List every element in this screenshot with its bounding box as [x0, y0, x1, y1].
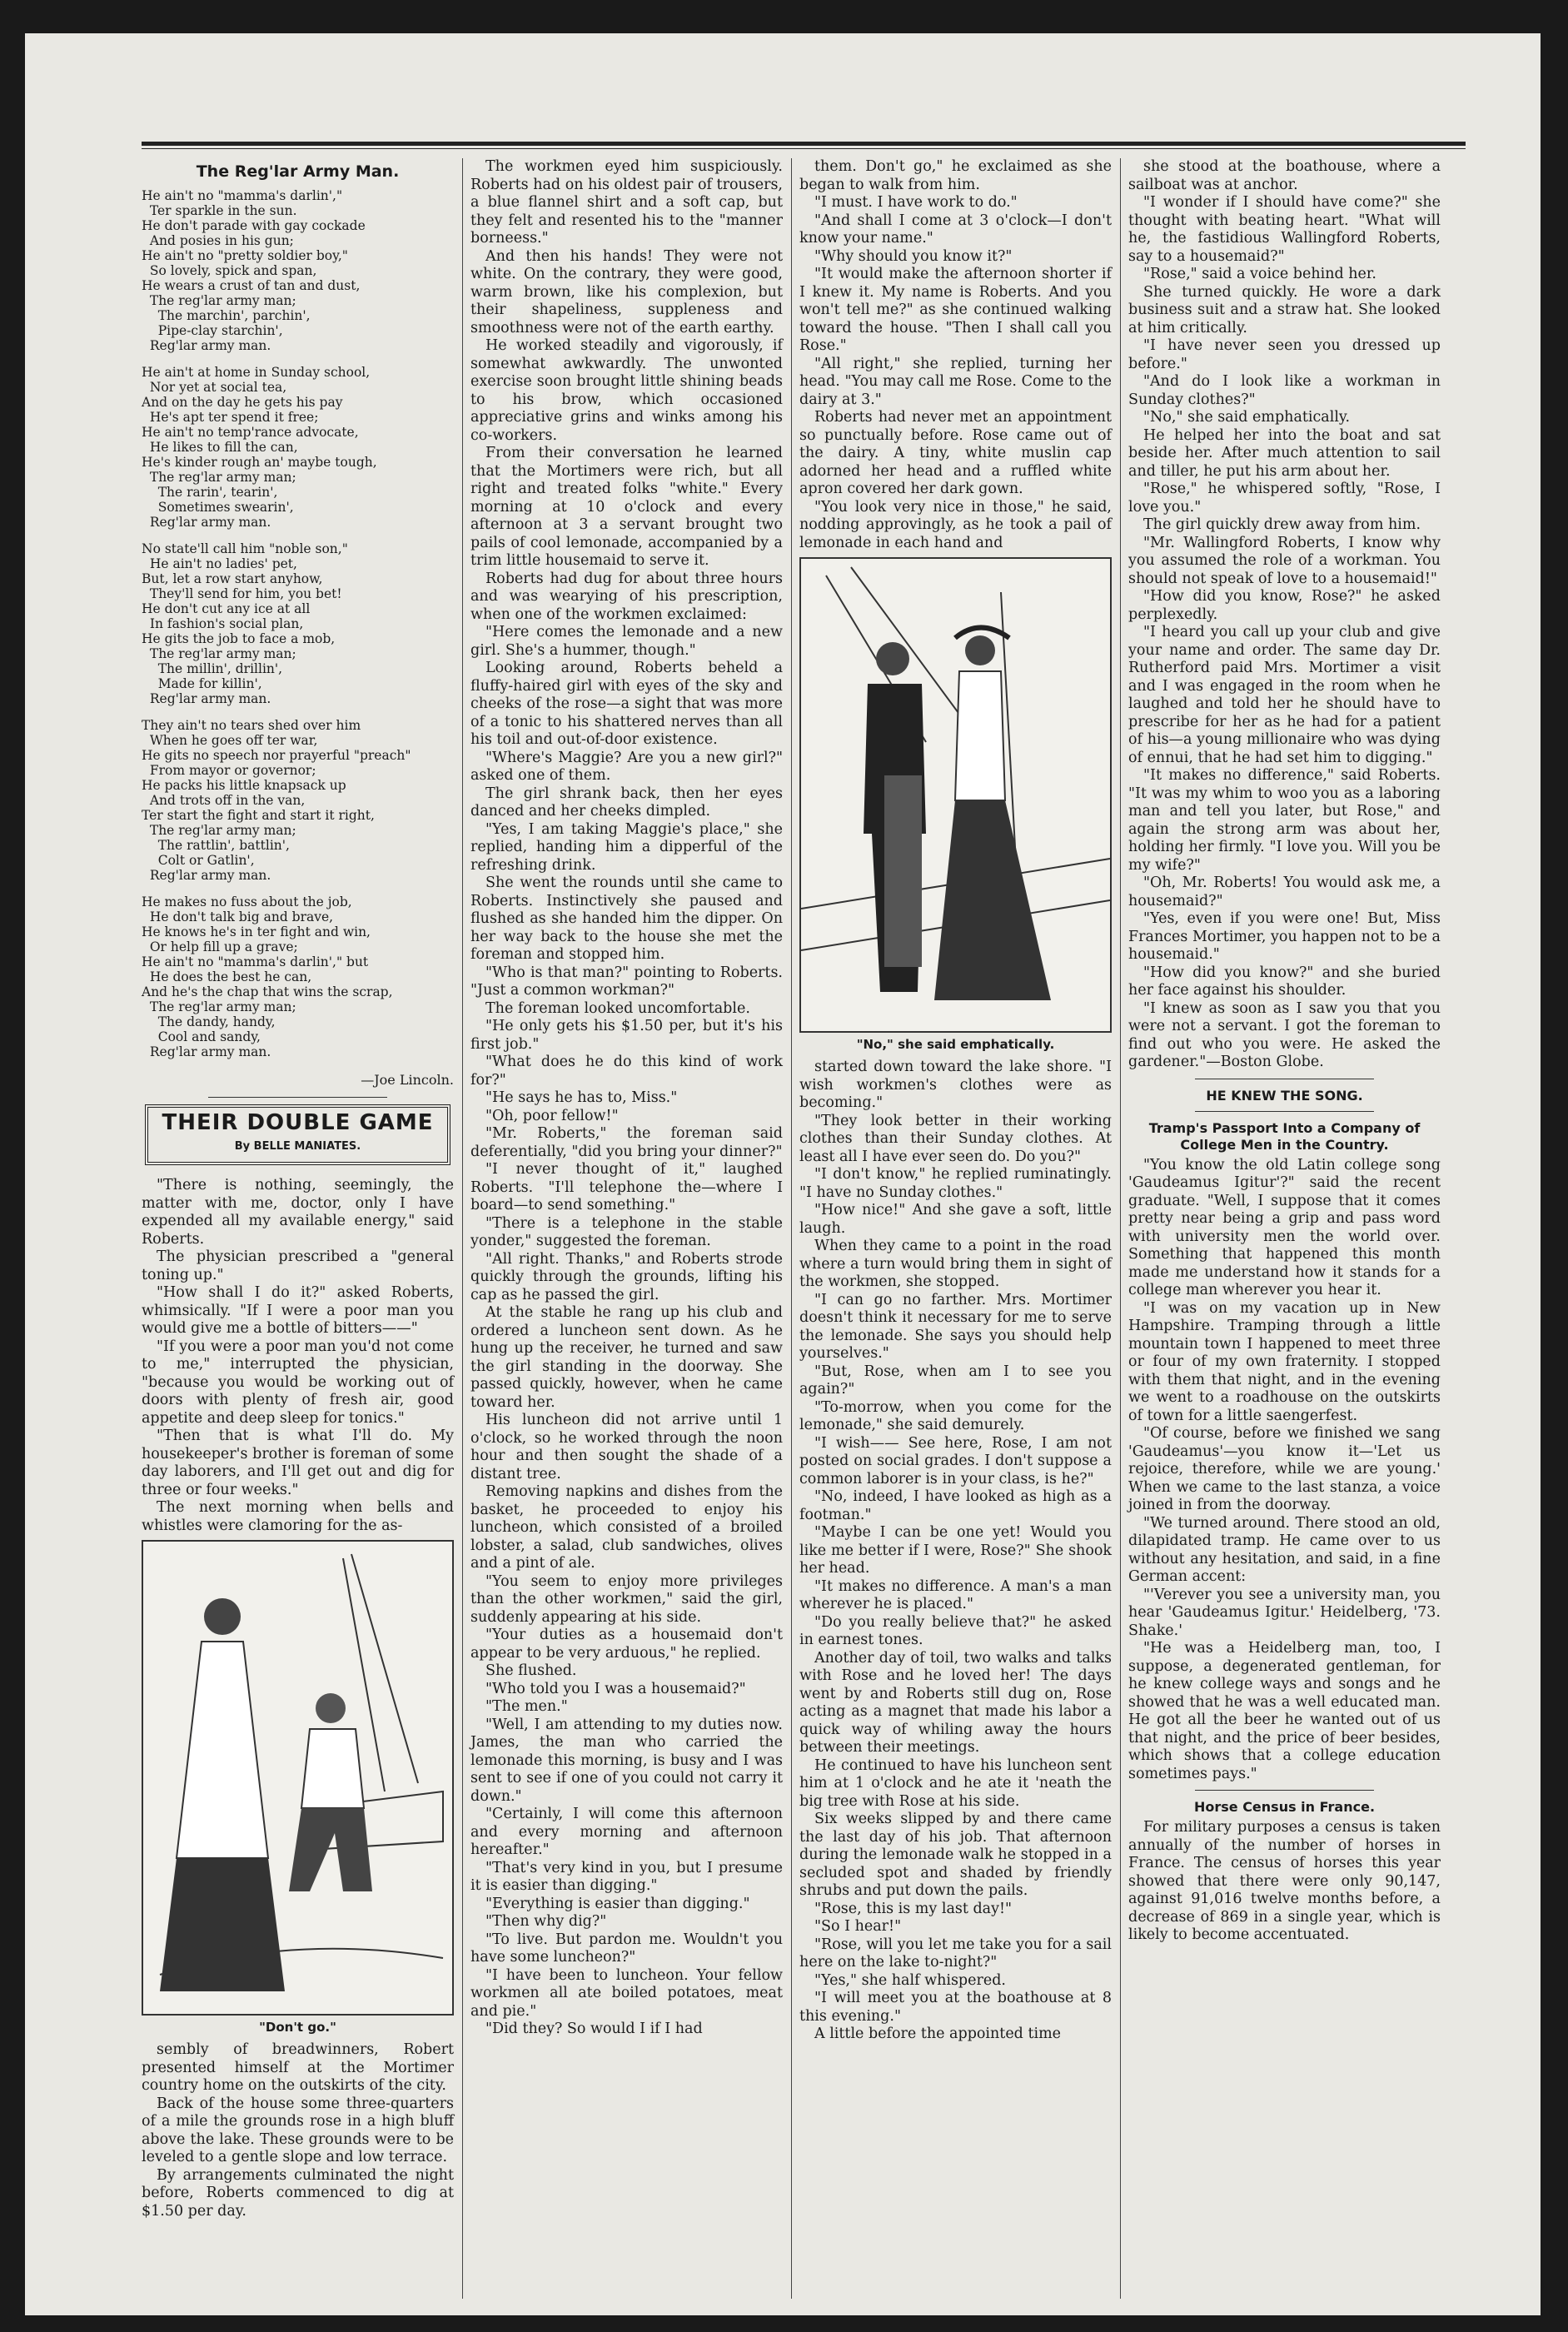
paragraph: "Did they? So would I if I had — [485, 2021, 703, 2037]
paragraph: "I wonder if I should have come?" she thought with beating heart. "What will he, the fastidious Wallingford Roberts, say to a housemaid?" — [1128, 194, 1441, 265]
paragraph: "Oh, poor fellow!" — [485, 1107, 619, 1124]
column-rule — [462, 158, 463, 2299]
paragraph: The foreman looked uncomfortable. — [485, 999, 750, 1017]
story-col1b — [142, 2041, 454, 2220]
poem-line: He likes to fill the can, — [142, 439, 298, 455]
paragraph: "Oh, Mr. Roberts! You would ask me, a housemaid?" — [1128, 874, 1441, 909]
poem-line: He ain't no temp'rance advocate, — [142, 424, 359, 440]
paragraph: "No, indeed, I have looked as high as a footman." — [799, 1488, 1112, 1523]
paragraph: "You look very nice in those," he said, nodding approvingly, as he took a pail of lemonade in each hand and — [799, 498, 1112, 551]
poem-line: The millin', drillin', — [142, 660, 283, 676]
paragraph: "I don't know," he replied ruminatingly. "I have no Sunday clothes." — [799, 1166, 1112, 1201]
paragraph: "Who is that man?" pointing to Roberts. "Just a common workman?" — [470, 964, 783, 999]
poem-line: Or help fill up a grave; — [142, 939, 298, 954]
paragraph: "You know the old Latin college song 'Gaudeamus Igitur'?" said the recent graduate. "Well, I suppose that it comes pretty near being a grip and pass word with university men the world over. Something that happened this month made me understand how it stands for a college man wherever you hear it. — [1128, 1156, 1441, 1298]
paragraph: "And shall I come at 3 o'clock—I don't know your name." — [799, 212, 1112, 247]
poem-line: Reg'lar army man. — [142, 1044, 271, 1059]
paragraph: "I never thought of it," laughed Roberts. "I'll telephone the—where I board—to send something." — [470, 1161, 783, 1213]
paragraph: He helped her into the boat and sat beside her. After much attention to sail and tiller, he put his arm about her. — [1128, 426, 1441, 480]
couple-picnic-illustration — [143, 1542, 452, 2008]
poem-line: Reg'lar army man. — [142, 337, 271, 353]
paragraph: "To live. But pardon me. Wouldn't you have some luncheon?" — [470, 1931, 783, 1966]
paragraph: Roberts had dug for about three hours and was wearying of his prescription, when one of the workmen exclaimed: — [470, 570, 783, 623]
paragraph: "There is a telephone in the stable yonder," suggested the foreman. — [470, 1214, 783, 1249]
paragraph: sembly of breadwinners, Robert presented himself at the Mortimer country home on the outskirts of the city. — [142, 2041, 454, 2094]
poem-line: He knows he's in ter fight and win, — [142, 924, 371, 939]
column-3 — [799, 158, 1112, 2044]
paragraph: "Rose," he whispered softly, "Rose, I love you." — [1128, 481, 1441, 516]
poem-line: Ter sparkle in the sun. — [142, 202, 297, 218]
paragraph: "Then that is what I'll do. My housekeeper's brother is foreman of some day laborers, and I'll get out and dig for three or four weeks." — [142, 1428, 454, 1498]
top-rule — [142, 142, 1466, 149]
paragraph: "What does he do this kind of work for?" — [470, 1054, 783, 1089]
story-col3b — [799, 1059, 1112, 2044]
poem-line: When he goes off ter war, — [142, 732, 318, 748]
poem-line: He ain't no ladies' pet, — [142, 556, 297, 571]
newspaper-page — [25, 33, 1541, 2315]
paragraph: "Why should you know it?" — [814, 247, 1013, 265]
caption-dont-go: "Don't go." — [259, 2019, 336, 2035]
paragraph: "The men." — [485, 1698, 568, 1715]
paragraph: "I heard you call up your club and give your name and order. The same day Dr. Rutherford paid Mrs. Mortimer a visit and I was engaged in the room when he laughed and told her he should have to prescribe for her as he had for a patient of his—a young millionaire who was dying of ennui, that he had set him to digging." — [1128, 624, 1441, 766]
poem-body — [142, 188, 454, 1059]
poem-stanza — [142, 718, 454, 883]
poem-line: He ain't no "mamma's darlin'," but — [142, 954, 369, 969]
poem-line: Reg'lar army man. — [142, 514, 271, 530]
paragraph: The workmen eyed him suspiciously. Roberts had on his oldest pair of trousers, a blue flannel shirt and a soft cap, but they felt and resented his to the "manner borneess." — [470, 158, 783, 247]
paragraph: By arrangements culminated the night before, Roberts commenced to dig at $1.50 per day. — [142, 2166, 454, 2220]
story-title-box — [145, 1104, 450, 1165]
song-subtitle: Tramp's Passport Into a Company of College Men in the Country. — [1148, 1119, 1421, 1153]
paragraph: "Where's Maggie? Are you a new girl?" asked one of them. — [470, 749, 783, 784]
paragraph: "We turned around. There stood an old, dilapidated tramp. He came over to us without any hesitation, and said, in a fine German accent: — [1128, 1514, 1441, 1585]
paragraph: Six weeks slipped by and there came the last day of his job. That afternoon during the lemonade walk he stopped in a secluded spot and shaded by friendly shrubs and put down the pails. — [799, 1811, 1112, 1899]
paragraph: "He says he has to, Miss." — [485, 1089, 678, 1106]
paragraph: And then his hands! They were not white. On the contrary, they were good, warm brown, like his complexion, but their shapeliness, suppleness and smoothness were not of the earth earthy. — [470, 247, 783, 336]
poem-title: The Reg'lar Army Man. — [196, 162, 400, 181]
paragraph: "If you were a poor man you'd not come to me," interrupted the physician, "because you would be working out of doors with plenty of fresh air, good appetite and deep sleep for tonics." — [142, 1338, 454, 1427]
paragraph: Another day of toil, two walks and talks with Rose and he loved her! The days went by and Roberts still dug on, Rose acting as a magnet that made his labor a quick way of whiling away the hours between their meetings. — [799, 1649, 1112, 1756]
paragraph: Removing napkins and dishes from the basket, he proceeded to enjoy his luncheon, which consisted of a broiled lobster, a salad, club sandwiches, olives and a pint of ale. — [470, 1483, 783, 1572]
paragraph: From their conversation he learned that the Mortimers were rich, but all right and treated folks "white." Every morning at 10 o'clock and every afternoon at 3 a servant brought two pails of cool lemonade, accompanied by a trim little housemaid to serve it. — [470, 445, 783, 569]
paragraph: The physician prescribed a "general toning up." — [142, 1248, 454, 1283]
divider — [208, 1097, 387, 1098]
paragraph: The next morning when bells and whistles were clamoring for the as- — [142, 1499, 454, 1534]
poem-line: Nor yet at social tea, — [142, 379, 287, 395]
paragraph: "Your duties as a housemaid don't appear to be very arduous," he replied. — [470, 1627, 783, 1662]
poem-line: Colt or Gatlin', — [142, 852, 255, 868]
paragraph: "It would make the afternoon shorter if I knew it. My name is Roberts. And you won't tell me?" as she continued walking toward the house. "Then I shall call you Rose." — [799, 266, 1112, 354]
poem-line: He does the best he can, — [142, 969, 312, 984]
poem-stanza — [142, 541, 454, 706]
couple-boathouse-illustration — [801, 559, 1110, 1025]
paragraph: "Mr. Wallingford Roberts, I know why you assumed the role of a workman. You should not speak of love to a housemaid!" — [1128, 534, 1441, 587]
paragraph: "But, Rose, when am I to see you again?" — [799, 1363, 1112, 1398]
paragraph: "I must. I have work to do." — [814, 194, 1018, 211]
poem-line: Cool and sandy, — [142, 1029, 261, 1044]
paragraph: "I knew as soon as I saw you that you were not a servant. I got the foreman to find out who you were. He asked the gardener."—Boston Globe. — [1128, 999, 1441, 1070]
paragraph: Back of the house some three-quarters of a mile the grounds rose in a high bluff above the lake. These grounds were to be leveled to a gentle slope and low terrace. — [142, 2095, 454, 2165]
paragraph: "How shall I do it?" asked Roberts, whimsically. "If I were a poor man you would give me a bottle of bitters——" — [142, 1284, 454, 1337]
paragraph: "Who told you I was a housemaid?" — [485, 1680, 746, 1697]
column-4 — [1128, 158, 1441, 1945]
column-rule — [791, 158, 792, 2299]
paragraph: "Yes, I am taking Maggie's place," she replied, handing him a dipperful of the refreshing drink. — [470, 820, 783, 874]
poem-line: The rattlin', battlin', — [142, 837, 290, 853]
story-col1 — [142, 1177, 454, 1535]
poem-line: He don't parade with gay cockade — [142, 217, 366, 233]
paragraph: "Everything is easier than digging." — [485, 1895, 750, 1912]
poem-stanza — [142, 188, 454, 353]
story-byline: By BELLE MANIATES. — [234, 1139, 361, 1153]
poem-line: He's apt ter spend it free; — [142, 409, 319, 425]
paragraph: "'Verever you see a university man, you hear 'Gaudeamus Igitur.' Heidelberg, '73. Shake.' — [1128, 1586, 1441, 1639]
story-col4 — [1128, 158, 1441, 1072]
paragraph: "It makes no difference," said Roberts. "It was my whim to woo you as a laboring man and tell you later, but Rose," and again the strong arm was about her, holding her firmly. "I love you. Will you be my wife?" — [1128, 767, 1441, 874]
paragraph: A little before the appointed time — [814, 2026, 1062, 2042]
paragraph: "Maybe I can be one yet! Would you like me better if I were, Rose?" She shook her head. — [799, 1524, 1112, 1577]
paragraph: "How did you know?" and she buried her face against his shoulder. — [1128, 964, 1441, 999]
paragraph: "Rose, this is my last day!" — [814, 1900, 1013, 1917]
poem-line: Pipe-clay starchin', — [142, 322, 283, 338]
paragraph: "I have never seen you dressed up before." — [1128, 337, 1441, 372]
poem-line: He makes no fuss about the job, — [142, 894, 352, 909]
poem-line: Reg'lar army man. — [142, 867, 271, 883]
paragraph: "I wish—— See here, Rose, I am not posted on social grades. I don't suppose a common laborer is in your class, is he?" — [799, 1434, 1112, 1487]
paragraph: she stood at the boathouse, where a sailboat was at anchor. — [1128, 158, 1441, 193]
story-col2 — [470, 158, 783, 2039]
poem-line: He ain't at home in Sunday school, — [142, 364, 371, 380]
poem-line: He gits no speech nor prayerful "preach" — [142, 747, 411, 763]
story-col3a — [799, 158, 1112, 552]
paragraph: She went the rounds until she came to Roberts. Instinctively she paused and flushed as she handed him the dipper. On her way back to the house she met the foreman and stopped him. — [470, 874, 783, 963]
paragraph: "Well, I am attending to my duties now. James, the man who carried the lemonade this morning, is busy and I was sent to see if one of you could not carry it down." — [470, 1716, 783, 1805]
divider — [1195, 1111, 1374, 1112]
poem-line: He don't talk big and brave, — [142, 909, 334, 924]
paragraph: "All right. Thanks," and Roberts strode quickly through the grounds, lifting his cap as he passed the girl. — [470, 1250, 783, 1303]
story-title: THEIR DOUBLE GAME — [162, 1110, 434, 1135]
poem-line: So lovely, spick and span, — [142, 262, 317, 278]
paragraph: "That's very kind in you, but I presume it is easier than digging." — [470, 1859, 783, 1894]
poem-line: From mayor or governor; — [142, 762, 316, 778]
paragraph: "How did you know, Rose?" he asked perplexedly. — [1128, 588, 1441, 623]
paragraph: He worked steadily and vigorously, if somewhat awkwardly. The unwonted exercise soon brought little shining beads to his brow, which occasioned appreciative grins and winks among his co-workers. — [470, 337, 783, 444]
paragraph: "Rose, will you let me take you for a sail here on the lake to-night?" — [799, 1936, 1112, 1971]
paragraph: "I can go no farther. Mrs. Mortimer doesn't think it necessary for me to serve the lemonade. She says you should help yourselves." — [799, 1291, 1112, 1362]
paragraph: "You seem to enjoy more privileges than the other workmen," said the girl, suddenly appearing at his side. — [470, 1572, 783, 1626]
poem-line: The reg'lar army man; — [142, 469, 296, 485]
paragraph: "Then why dig?" — [485, 1913, 607, 1930]
poem-line: The rarin', tearin', — [142, 484, 278, 500]
poem-line: Sometimes swearin', — [142, 499, 294, 515]
paragraph: When they came to a point in the road where a turn would bring them in sight of the workmen, she stopped. — [799, 1238, 1112, 1290]
paragraph: "They look better in their working clothes than their Sunday clothes. At least all I have ever seen do. Do you?" — [799, 1112, 1112, 1165]
paragraph: "Here comes the lemonade and a new girl. She's a hummer, though." — [470, 624, 783, 659]
poem-line: He ain't no "pretty soldier boy," — [142, 247, 348, 263]
paragraph: "I have been to luncheon. Your fellow workmen all ate boiled potatoes, meat and pie." — [470, 1966, 783, 2020]
horse-text: For military purposes a census is taken annually of the number of horses in France. The census of horses this year showed that there were only 90,147, against 91,016 twelve months before, a decrease of 869 in a single year, which is likely to become accentuated. — [1128, 1819, 1441, 1943]
poem-line: He ain't no "mamma's darlin'," — [142, 187, 343, 203]
column-rule — [1120, 158, 1121, 2299]
paragraph: He continued to have his luncheon sent him at 1 o'clock and he ate it 'neath the big tree with Rose at his side. — [799, 1756, 1112, 1810]
poem-line: They'll send for him, you bet! — [142, 585, 342, 601]
paragraph: "Of course, before we finished we sang 'Gaudeamus'—you know it—'Let us rejoice, therefore, while we are young.' When we came to the last stanza, a voice joined in from the doorway. — [1128, 1425, 1441, 1513]
song-body — [1128, 1157, 1441, 1784]
paragraph: She flushed. — [485, 1662, 577, 1679]
poem-line: The reg'lar army man; — [142, 999, 296, 1014]
paragraph: "I was on my vacation up in New Hampshire. Tramping through a little mountain town I happened to meet three or four of my own fraternity. I stopped with them that night, and in the evening we went to a roadhouse on the outskirts of town for a little saengerfest. — [1128, 1299, 1441, 1424]
horse-title: Horse Census in France. — [1193, 1799, 1376, 1815]
paragraph: At the stable he rang up his club and ordered a luncheon sent down. As he hung up the receiver, he turned and saw the girl standing in the doorway. She passed quickly, however, when he came toward her. — [470, 1304, 783, 1411]
paragraph: His luncheon did not arrive until 1 o'clock, so he worked through the noon hour and then sought the shade of a distant tree. — [470, 1412, 783, 1482]
poem-line: But, let a row start anyhow, — [142, 571, 323, 586]
paragraph: "Yes, even if you were one! But, Miss Frances Mortimer, you happen not to be a housemaid." — [1128, 910, 1441, 963]
poem-author: —Joe Lincoln. — [361, 1071, 454, 1088]
poem-line: He packs his little knapsack up — [142, 777, 346, 793]
poem-line: Ter start the fight and start it right, — [142, 807, 375, 823]
divider — [1195, 1790, 1374, 1791]
paragraph: "He only gets his $1.50 per, but it's his first job." — [470, 1018, 783, 1053]
paragraph: "Rose," said a voice behind her. — [1143, 266, 1376, 282]
song-title: HE KNEW THE SONG. — [1206, 1087, 1363, 1104]
paragraph: "I will meet you at the boathouse at 8 this evening." — [799, 1990, 1112, 2025]
caption-emphatically: "No," she said emphatically. — [856, 1036, 1055, 1052]
paragraph: started down toward the lake shore. "I wish workmen's clothes were as becoming." — [799, 1059, 1112, 1111]
poem-stanza — [142, 365, 454, 530]
column-2 — [470, 158, 783, 2039]
poem-line: They ain't no tears shed over him — [142, 717, 361, 733]
paragraph: Roberts had never met an appointment so punctually before. Rose came out of the dairy. A tiny, white muslin cap adorned her head and a ruffled white apron covered her dark gown. — [799, 409, 1112, 497]
paragraph: "It makes no difference. A man's a man wherever he is placed." — [799, 1577, 1112, 1612]
paragraph: "Do you really believe that?" he asked in earnest tones. — [799, 1613, 1112, 1648]
paragraph: "Certainly, I will come this afternoon and every morning and afternoon hereafter." — [470, 1806, 783, 1858]
column-1 — [142, 158, 454, 2220]
poem-line: And on the day he gets his pay — [142, 394, 343, 410]
poem-line: And posies in his gun; — [142, 232, 294, 248]
paragraph: them. Don't go," he exclaimed as she began to walk from him. — [799, 158, 1112, 193]
poem-line: Reg'lar army man. — [142, 690, 271, 706]
poem-line: And he's the chap that wins the scrap, — [142, 984, 393, 999]
paragraph: "And do I look like a workman in Sunday clothes?" — [1128, 373, 1441, 408]
poem-line: He's kinder rough an' maybe tough, — [142, 454, 377, 470]
paragraph: "There is nothing, seemingly, the matter with me, doctor, only I have expended all my available energy," said Roberts. — [142, 1177, 454, 1248]
paragraph: "To-morrow, when you come for the lemonade," she said demurely. — [799, 1398, 1112, 1433]
poem-line: And trots off in the van, — [142, 792, 306, 808]
paragraph: "Yes," she half whispered. — [814, 1971, 1006, 1989]
paragraph: "All right," she replied, turning her head. "You may call me Rose. Come to the dairy at 3." — [799, 355, 1112, 408]
paragraph: Looking around, Roberts beheld a fluffy-haired girl with eyes of the sky and cheeks of the rose—a sight that was more of a tonic to his shattered nerves than all his toil and out-of-door existence. — [470, 660, 783, 748]
paragraph: The girl shrank back, then her eyes danced and her cheeks dimpled. — [470, 785, 783, 820]
paragraph: "Mr. Roberts," the foreman said deferentially, "did you bring your dinner?" — [470, 1125, 783, 1160]
paragraph: "He was a Heidelberg man, too, I suppose, a degenerated gentleman, for he knew college ways and songs and he showed that he was a well educated man. He got all the beer he wanted out of us that night, and the price of beer besides, which shows that a college education sometimes pays." — [1128, 1640, 1441, 1782]
poem-stanza — [142, 894, 454, 1059]
poem-line: The dandy, handy, — [142, 1014, 276, 1029]
poem-line: The reg'lar army man; — [142, 822, 296, 838]
poem-line: The marchin', parchin', — [142, 307, 311, 323]
paragraph: The girl quickly drew away from him. — [1143, 516, 1421, 533]
poem-line: Made for killin', — [142, 675, 262, 691]
poem-line: The reg'lar army man; — [142, 645, 296, 661]
poem-line: No state'll call him "noble son," — [142, 541, 348, 556]
poem-line: He gits the job to face a mob, — [142, 630, 336, 646]
illustration-emphatically — [799, 557, 1112, 1033]
paragraph: "No," she said emphatically. — [1143, 409, 1351, 426]
paragraph: "So I hear!" — [814, 1918, 902, 1935]
paragraph: "How nice!" And she gave a soft, little laugh. — [799, 1202, 1112, 1237]
poem-line: He don't cut any ice at all — [142, 600, 311, 616]
poem-line: The reg'lar army man; — [142, 292, 296, 308]
poem-line: He wears a crust of tan and dust, — [142, 277, 361, 293]
poem-line: In fashion's social plan, — [142, 615, 304, 631]
illustration-dont-go — [142, 1540, 454, 2016]
paragraph: She turned quickly. He wore a dark business suit and a straw hat. She looked at him critically. — [1128, 283, 1441, 336]
